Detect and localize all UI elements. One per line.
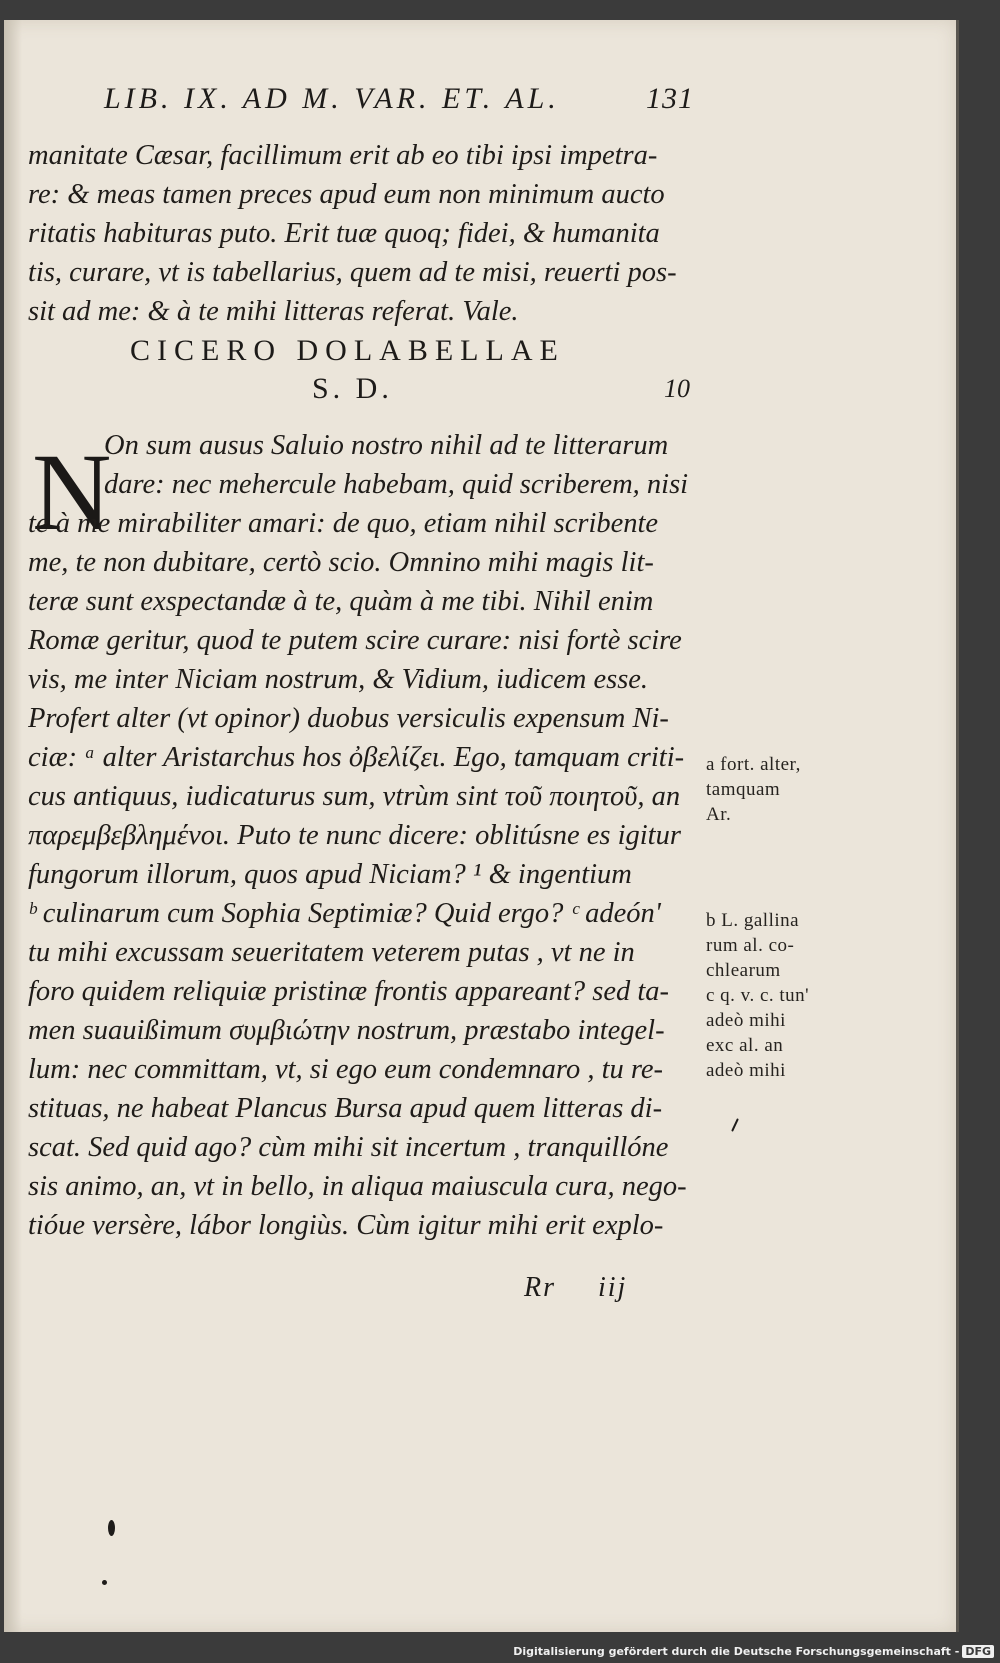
letter-number: 10 <box>664 374 690 403</box>
text-line: sit ad me: & à te mihi litteras referat. Vale. <box>28 296 519 327</box>
text-line: me, te non dubitare, certò scio. Omnino mihi magis lit- <box>28 547 654 578</box>
book-page <box>4 20 959 1632</box>
text-line: ritatis habituras puto. Erit tuæ quoq; fidei, & humanita <box>28 218 660 249</box>
text-line: vis, me inter Niciam nostrum, & Vidium, iudicem esse. <box>28 664 649 695</box>
text-line: lum: nec committam, vt, si ego eum condemnaro , tu re- <box>28 1054 664 1085</box>
letter-salutation: S. D. <box>312 372 393 405</box>
text-line: ciæ: ᵃ alter Aristarchus hos ὀβελίζει. Ego, tamquam criti- <box>28 742 685 773</box>
text-line: ᵇ culinarum cum Sophia Septimiæ? Quid ergo? ᶜ adeón' <box>28 898 661 929</box>
margin-note-b: b L. gallina rum al. co- chlearum c q. v. c. tun' adeò mihi exc al. an adeò mihi <box>706 910 810 1081</box>
running-head <box>104 82 694 116</box>
ink-blot <box>108 1520 115 1536</box>
text-line: manitate Cæsar, facillimum erit ab eo tibi ipsi impetra- <box>28 140 658 171</box>
text-line: Profert alter (vt opinor) duobus versiculis expensum Ni- <box>28 703 669 734</box>
drop-capital: N <box>32 431 112 553</box>
text-line: men suauißimum συμβιώτην nostrum, præstabo integel- <box>28 1015 665 1046</box>
text-line: tióue versère, lábor longiùs. Cùm igitur mihi erit explo- <box>28 1210 664 1241</box>
text-line: Romæ geritur, quod te putem scire curare: nisi fortè scire <box>28 625 682 656</box>
text-line: re: & meas tamen preces apud eum non minimum aucto <box>28 179 665 210</box>
ink-dot <box>102 1580 107 1585</box>
running-head-title: LIB. IX. AD M. VAR. ET. AL. <box>104 82 560 115</box>
text-line: scat. Sed quid ago? cùm mihi sit incertum , tranquillóne <box>28 1132 669 1163</box>
text-line: On sum ausus Saluio nostro nihil ad te litterarum <box>104 430 669 461</box>
page-gutter-shadow <box>4 20 22 1632</box>
digitization-credit: Digitalisierung gefördert durch die Deutsche Forschungsgemeinschaft - DFG <box>513 1645 994 1658</box>
text-line: dare: nec mehercule habebam, quid scriberem, nisi <box>104 469 689 500</box>
margin-note-a: a fort. alter, tamquam Ar. <box>706 754 801 825</box>
text-line: teræ sunt exspectandæ à te, quàm à me tibi. Nihil enim <box>28 586 654 617</box>
text-line: foro quidem reliquiæ pristinæ frontis appareant? sed ta- <box>28 976 669 1007</box>
folio-number: 131 <box>646 82 694 115</box>
text-line: stituas, ne habeat Plancus Bursa apud quem litteras di- <box>28 1093 663 1124</box>
text-line: sis animo, an, vt in bello, in aliqua maiuscula cura, nego- <box>28 1171 687 1202</box>
pen-stroke <box>731 1118 739 1132</box>
text-line: tis, curare, vt is tabellarius, quem ad te misi, reuerti pos- <box>28 257 677 288</box>
text-line: παρεμβεβλημένοι. Puto te nunc dicere: oblitúsne es igitur <box>28 820 681 851</box>
text-line: tu mihi excussam seueritatem veterem putas , vt ne in <box>28 937 635 968</box>
text-line: fungorum illorum, quos apud Niciam? ¹ & ingentium <box>28 859 632 890</box>
signature-mark: Rr iij <box>524 1272 628 1303</box>
text-line: cus antiquus, iudicaturus sum, vtrùm sint τοῦ ποιητοῦ, an <box>28 781 681 812</box>
text-line: te à me mirabiliter amari: de quo, etiam nihil scribente <box>28 508 659 539</box>
letter-heading: CICERO DOLABELLAE <box>130 334 565 367</box>
dfg-logo: DFG <box>962 1645 994 1658</box>
